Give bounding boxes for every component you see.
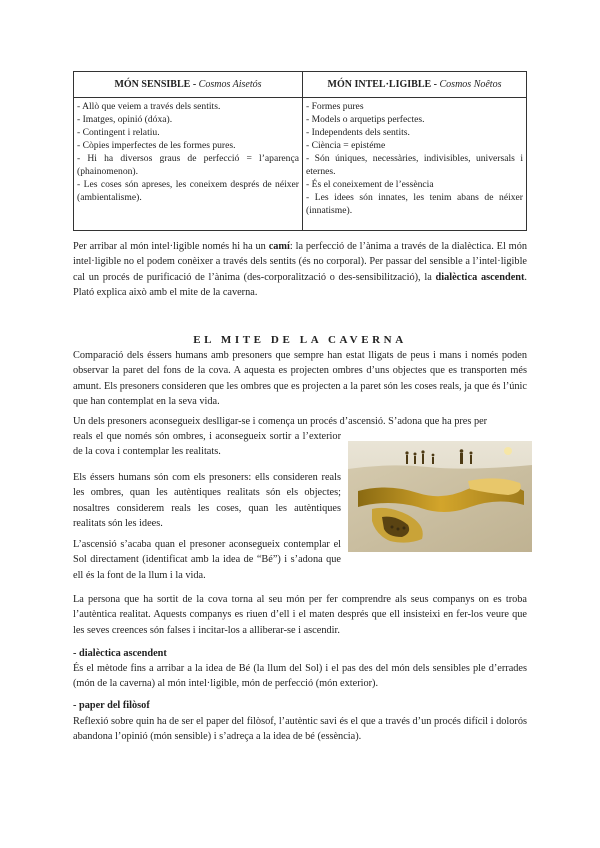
intro-paragraph: Per arribar al món intel·ligible només hi ha un camí: la perfecció de l’ànima a través de la dialèctica. El món intel·ligible no el podem conèixer a través dels sentits (és no corporal). Per passar del sensible a l’intel·ligible cal un procés de purificació de l’ànima (des-corporalització o des-sensibilització), la dialèctica ascendent. Plató explica això amb el mite de la caverna. — [73, 241, 527, 299]
sensible-column — [74, 98, 303, 231]
myth-paragraph-4: L’ascensió s’acaba quan el presoner aconsegueix contemplar el Sol directament (identificat amb la idea de “Bé”) i s’adona que ell és la font de la llum i la vida. — [73, 539, 341, 581]
list-item: - Models o arquetips perfectes. — [306, 113, 425, 125]
philosopher-heading: - paper del filòsof — [73, 700, 150, 711]
header-intelligible: MÓN INTEL·LIGIBLE - Cosmos Noêtos — [303, 72, 527, 98]
myth-paragraph-2b: reals el que només són ombres, i aconsegueix sortir a l’exterior de la cova i contemplar les realitats. — [73, 431, 341, 458]
list-item: - Independents dels sentits. — [306, 126, 410, 138]
cave-illustration — [348, 441, 532, 552]
dialectic-text: És el mètode fins a arribar a la idea de Bé (la llum del Sol) i el pas des del món dels sensibles ple d’errades (món de la caverna) al món intel·ligible, món de perfecció (món exterior). — [73, 663, 527, 690]
philosopher-text: Reflexió sobre quin ha de ser el paper del filòsof, l’autèntic savi és el que a través d’un procés difícil i dolorós abandona l’opinió (món sensible) i s’adreça a la idea de bé (essència). — [73, 716, 527, 743]
comparison-table — [73, 71, 527, 231]
list-item: - Ciència = epistéme — [306, 139, 386, 151]
myth-paragraph-1: Comparació dels éssers humans amb presoners que sempre han estat lligats de peus i mans i només poden observar la paret del fons de la cova. A aquesta es projecten ombres d’uns objectes que es transporten més amunt. Els presoners consideren que les ombres que es projecten a la paret són les coses reals, ja que és l’únic que han contemplat en la seva vida. — [73, 350, 527, 408]
myth-paragraph-2a: Un dels presoners aconsegueix deslligar-se i comença un procés d’ascensió. S’adona que ha pres per — [73, 416, 488, 427]
list-item: - Contingent i relatiu. — [77, 126, 160, 138]
list-item: - Les idees són innates, les tenim abans de néixer (innatisme). — [306, 191, 523, 216]
dialectic-heading: - dialèctica ascendent — [73, 648, 167, 659]
list-item: - Imatges, opinió (dóxa). — [77, 113, 173, 125]
header-sensible: MÓN SENSIBLE - Cosmos Aisetós — [74, 72, 303, 98]
list-item: - És el coneixement de l’essència — [306, 178, 434, 190]
list-item: - Allò que veiem a través dels sentits. — [77, 101, 221, 112]
list-item: - Són úniques, necessàries, indivisibles, universals i eternes. — [306, 152, 523, 177]
section-title: EL MITE DE LA CAVERNA — [193, 334, 407, 346]
list-item: - Còpies imperfectes de les formes pures. — [77, 139, 236, 151]
list-item: - Hi ha diversos graus de perfecció = l’aparença (phainomenon). — [77, 152, 299, 177]
intelligible-column — [303, 98, 527, 231]
list-item: - Les coses són apreses, les coneixem després de néixer (ambientalisme). — [77, 178, 299, 203]
list-item: - Formes pures — [306, 101, 364, 112]
myth-paragraph-3: Els éssers humans són com els presoners: ells consideren reals les ombres, quan les autèntiques realitats són els objectes; nosaltres considerem reals les coses, quan les autèntiques realitats són les idees. — [73, 472, 341, 530]
myth-paragraph-5: La persona que ha sortit de la cova torna al seu món per fer comprendre als seus companys on es troba l’autèntica realitat. Aquests companys es riuen d’ell i el maten després que ell insisteixi en fer-los veure que les seves creences són falses i incitar-los a alliberar-se i ascendir. — [73, 594, 527, 636]
